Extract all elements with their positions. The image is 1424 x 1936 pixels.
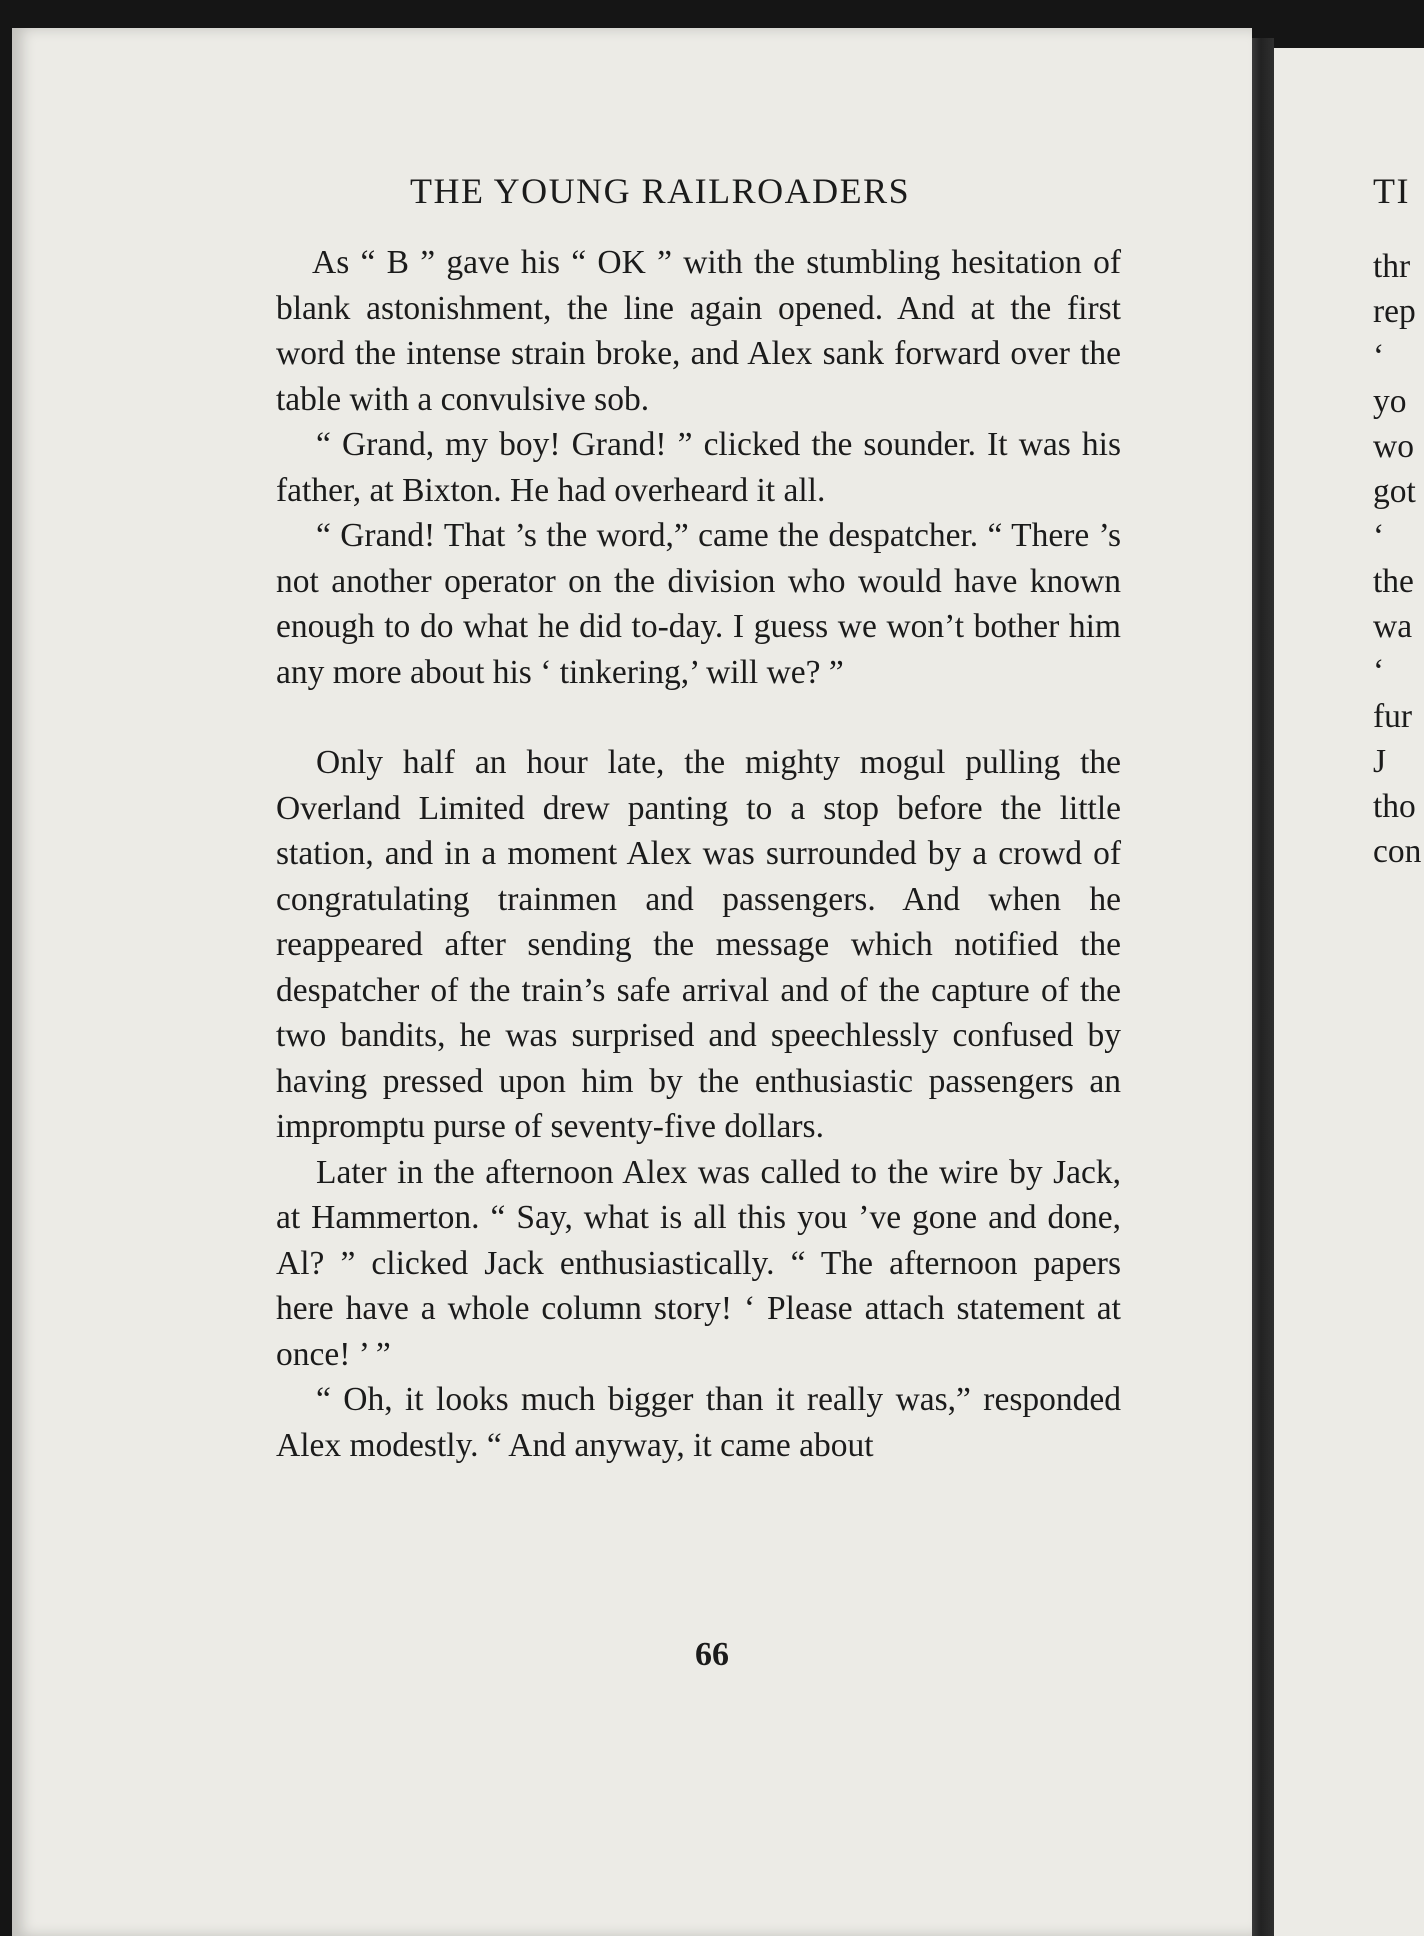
paragraph: “ Grand! That ’s the word,” came the despatcher. “ There ’s not another operator on the division who would have known enough to do what he did to-day. I guess we won’t bother him any more about his ‘ tinkering,’ will we? ”	[276, 517, 1121, 691]
right-page-line: rep	[1373, 293, 1416, 330]
right-page-line: ‘	[1373, 518, 1385, 555]
right-page-line: con	[1373, 833, 1422, 870]
right-page-line: tho	[1373, 788, 1416, 825]
page-number-text: 66	[695, 1636, 729, 1673]
right-page-line: thr	[1373, 248, 1411, 285]
paragraph: Later in the afternoon Alex was called to the wire by Jack, at Hammerton. “ Say, what is all this you ’ve gone and done, Al? ” clicked Jack enthusiastically. “ The afternoon papers here have a whole column story! ‘ Please attach statement at once! ’ ”	[276, 1153, 1121, 1373]
right-page-running-head: TI	[1373, 171, 1410, 211]
book-gutter	[1252, 38, 1274, 1936]
right-page-line: the	[1373, 563, 1414, 600]
page-number	[12, 1636, 1252, 1674]
right-page-line: ‘	[1373, 338, 1385, 375]
right-page-line: yo	[1373, 383, 1407, 420]
right-page-line: wa	[1373, 608, 1413, 645]
running-head: THE YOUNG RAILROADERS	[410, 171, 911, 211]
right-page	[1274, 48, 1424, 1936]
paragraph: Only half an hour late, the mighty mogul pulling the Overland Limited drew panting to a stop before the little station, and in a moment Alex was surrounded by a crowd of congratulating trainmen and passengers. And when he reappeared after sending the message which notified the despatcher of the train’s safe arrival and of the capture of the two bandits, he was surprised and speechlessly confused by having pressed upon him by the enthusiastic passengers an impromptu purse of seventy-five dollars.	[276, 744, 1121, 1145]
paragraph: “ Grand, my boy! Grand! ” clicked the sounder. It was his father, at Bixton. He had overheard it all.	[276, 426, 1121, 509]
paragraph: “ Oh, it looks much bigger than it really was,” responded Alex modestly. “ And anyway, it came about	[276, 1381, 1121, 1464]
paragraph: As “ B ” gave his “ OK ” with the stumbling hesitation of blank astonishment, the line again opened. And at the first word the intense strain broke, and Alex sank forward over the table with a convulsive sob.	[276, 244, 1121, 418]
right-page-line: ‘	[1373, 653, 1385, 690]
right-page-line: got	[1373, 473, 1416, 510]
right-page-line: fur	[1373, 698, 1413, 735]
right-page-line: wo	[1373, 428, 1414, 465]
section-break	[276, 695, 1121, 740]
right-page-line: J	[1373, 743, 1387, 780]
body-text	[276, 240, 1121, 1468]
